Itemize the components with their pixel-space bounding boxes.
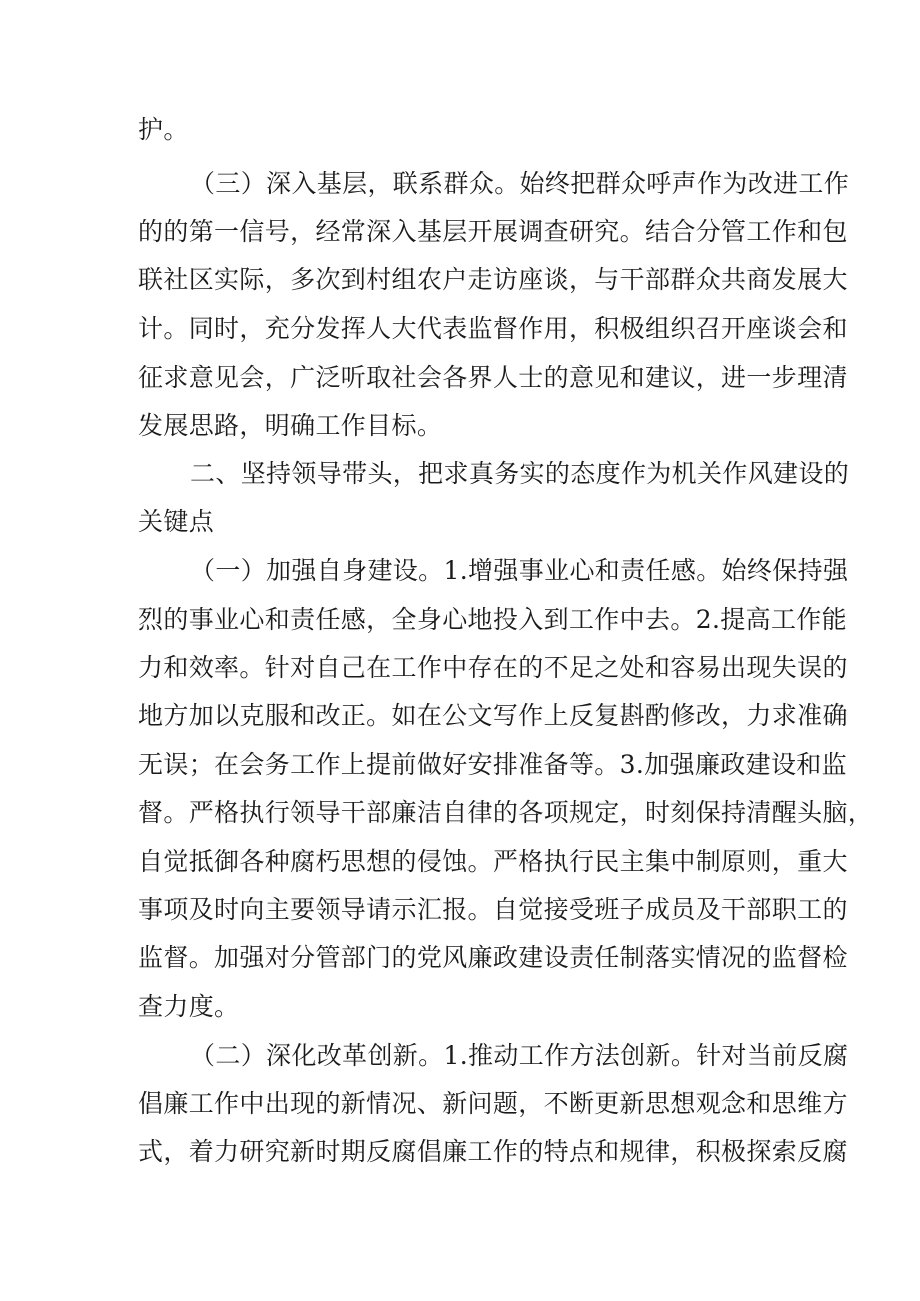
text-line: 无误；在会务工作上提前做好安排准备等。3.加强廉政建设和监 — [138, 750, 848, 779]
text-line: 的的第一信号，经常深入基层开展调查研究。结合分管工作和包 — [138, 217, 848, 246]
text-line: 联社区实际，多次到村组农户走访座谈，与干部群众共商发展大 — [138, 265, 848, 294]
text-line: 计。同时，充分发挥人大代表监督作用，积极组织召开座谈会和 — [138, 314, 848, 343]
text-line: 征求意见会，广泛听取社会各界人士的意见和建议，进一步理清 — [138, 363, 848, 392]
paragraph-first-line: （三）深入基层，联系群众。始终把群众呼声作为改进工作 — [190, 169, 850, 198]
text-line: 地方加以克服和改正。如在公文写作上反复斟酌修改，力求准确 — [138, 701, 848, 730]
text-line: 护。 — [138, 115, 189, 144]
text-line: 事项及时向主要领导请示汇报。自觉接受班子成员及干部职工的 — [138, 895, 848, 924]
section-heading-continued: 关键点 — [138, 507, 215, 536]
paragraph-first-line: （一）加强自身建设。1.增强事业心和责任感。始终保持强 — [190, 556, 849, 585]
section-heading: 二、坚持领导带头，把求真务实的态度作为机关作风建设的 — [190, 459, 850, 488]
text-line: 倡廉工作中出现的新情况、新问题，不断更新思想观念和思维方 — [138, 1089, 848, 1118]
text-line: 式，着力研究新时期反腐倡廉工作的特点和规律，积极探索反腐 — [138, 1137, 848, 1166]
text-line: 力和效率。针对自己在工作中存在的不足之处和容易出现失误的 — [138, 653, 848, 682]
text-line: 烈的事业心和责任感，全身心地投入到工作中去。2.提高工作能 — [138, 605, 848, 634]
text-line: 监督。加强对分管部门的党风廉政建设责任制落实情况的监督检 — [138, 943, 848, 972]
text-line: 督。严格执行领导干部廉洁自律的各项规定，时刻保持清醒头脑， — [138, 798, 874, 827]
paragraph-first-line: （二）深化改革创新。1.推动工作方法创新。针对当前反腐 — [190, 1041, 849, 1070]
text-line: 查力度。 — [138, 992, 240, 1021]
text-line: 发展思路，明确工作目标。 — [138, 411, 443, 440]
text-line: 自觉抵御各种腐朽思想的侵蚀。严格执行民主集中制原则，重大 — [138, 847, 848, 876]
